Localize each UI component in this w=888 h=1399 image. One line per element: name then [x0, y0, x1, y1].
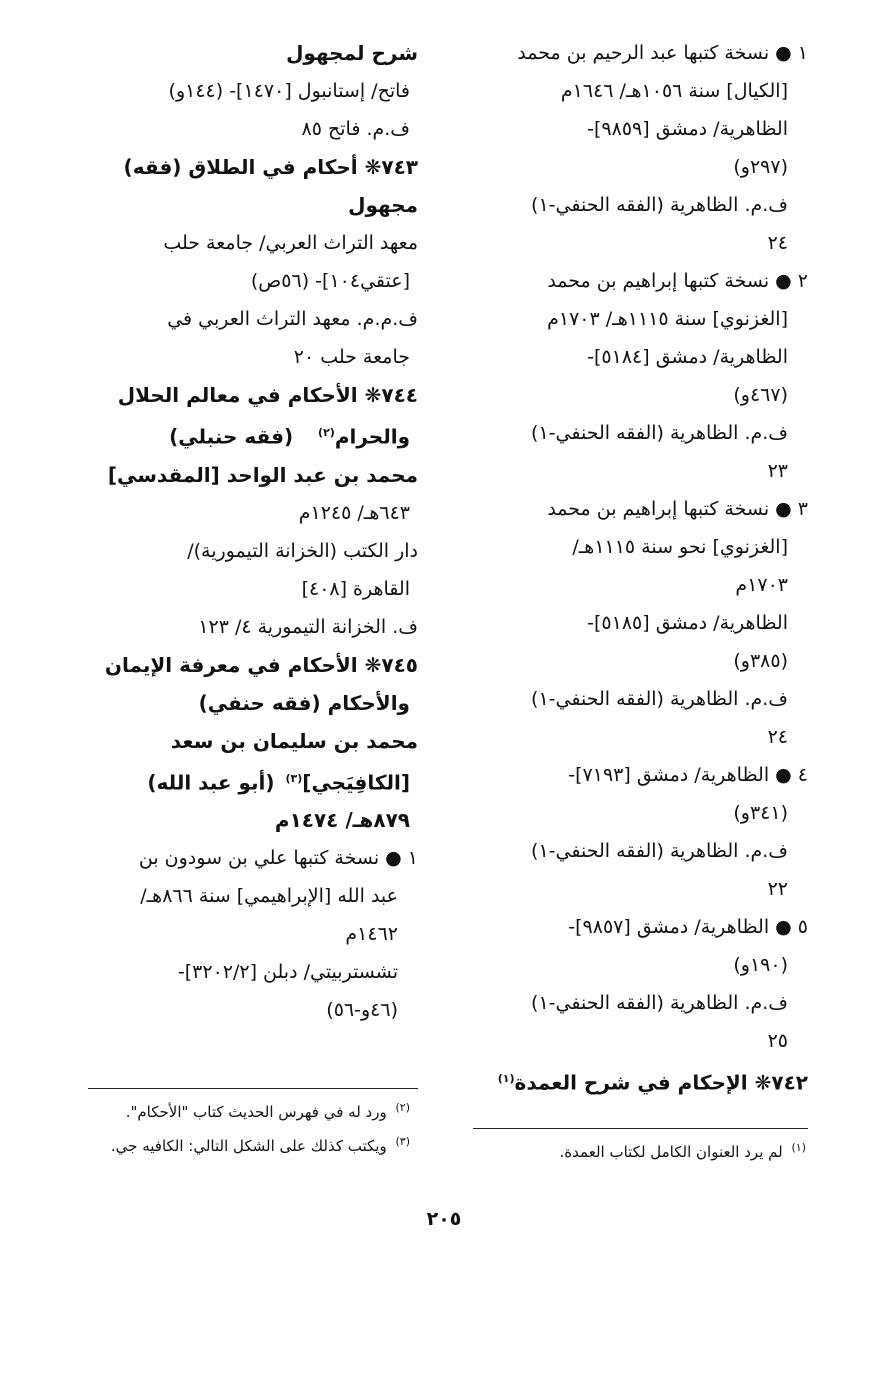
entry-2-line-2: [الغزنوي] سنة ١١١٥هـ/ ١٧٠٣م: [547, 308, 788, 330]
entry-3-line-4: الظاهرية/ دمشق [٥١٨٥]-: [587, 612, 788, 634]
entry-5-line-2: (١٩٠و): [733, 954, 788, 976]
heading-742-footnote-mark: (١): [497, 1072, 515, 1085]
left-line-9: جامعة حلب ٢٠: [293, 346, 410, 368]
entry-4-line-4: ٢٢: [767, 878, 788, 900]
left-line-20-b: (أبو عبد الله): [147, 770, 275, 795]
left-line-2: فاتح/ إستانبول [١٤٧٠]- (١٤٤و): [168, 80, 410, 102]
heading-744-b: [78, 420, 418, 450]
entry-2-line-6: ٢٣: [767, 460, 788, 482]
heading-745-a: ٧٤٥❋ الأحكام في معرفة الإيمان: [104, 652, 418, 677]
entry-2-line-1: ٢ ● نسخة كتبها إبراهيم بن محمد: [547, 270, 808, 292]
left-line-26: (٤٦و-٥٦): [326, 999, 398, 1022]
left-line-16: ف. الخزانة التيمورية ٤/ ١٢٣: [198, 615, 418, 638]
heading-743: ٧٤٣❋ أحكام في الطلاق (فقه): [123, 155, 418, 179]
left-line-25: تشستربيتي/ دبلن [٣٢٠٢/٢]-: [177, 961, 398, 984]
left-line-20-a: [الكافِيَجي]: [302, 770, 410, 795]
left-line-19: محمد بن سليمان بن سعد: [170, 728, 418, 753]
footnote-1-text: لم يرد العنوان الكامل لكتاب العمدة.: [559, 1143, 783, 1161]
footnote-3-mark: (٣): [395, 1135, 410, 1148]
entry-3-line-2: [الغزنوي] نحو سنة ١١١٥هـ/: [572, 536, 788, 558]
entry-3-line-5: (٣٨٥و): [733, 650, 788, 672]
heading-745-b: والأحكام (فقه حنفي): [198, 690, 410, 715]
entry-2-line-3: الظاهرية/ دمشق [٥١٨٤]-: [587, 346, 788, 368]
left-line-5: مجهول: [348, 193, 418, 217]
footnote-divider-right: [473, 1128, 808, 1129]
entry-2-line-4: (٤٦٧و): [733, 384, 788, 406]
left-line-15: القاهرة [٤٠٨]: [301, 577, 410, 600]
entry-1-line-4: (٢٩٧و): [733, 156, 788, 178]
left-line-8: ف.م.م. معهد التراث العربي في: [167, 308, 418, 330]
left-line-14: دار الكتب (الخزانة التيمورية)/: [187, 539, 418, 562]
entry-3-line-7: ٢٤: [767, 726, 788, 748]
heading-742: [463, 1066, 808, 1096]
left-line-7: [عتقي١٠٤]- (٥٦ص): [250, 270, 410, 292]
left-line-13: ٦٤٣هـ/ ١٢٤٥م: [298, 501, 410, 524]
heading-744-c-text: (فقه حنبلي): [169, 424, 294, 449]
footnote-2-text: ورد له في فهرس الحديث كتاب "الأحكام".: [125, 1103, 387, 1121]
entry-4-line-3: ف.م. الظاهرية (الفقه الحنفي-١): [531, 840, 788, 862]
entry-5-line-3: ف.م. الظاهرية (الفقه الحنفي-١): [531, 992, 788, 1014]
footnote-divider-left: [88, 1088, 418, 1089]
heading-742-text: ٧٤٢❋ الإحكام في شرح العمدة: [514, 1070, 808, 1095]
heading-744-footnote-mark: (٢): [318, 426, 335, 439]
entry-4-line-2: (٣٤١و): [733, 802, 788, 824]
footnote-2-mark: (٢): [395, 1101, 410, 1114]
heading-744-b-text: والحرام: [334, 424, 410, 449]
entry-5-line-4: ٢٥: [767, 1030, 788, 1052]
footnote-3-text: ويكتب كذلك على الشكل التالي: الكافيه جي.: [110, 1137, 387, 1155]
left-line-23: عبد الله [الإبراهيمي] سنة ٨٦٦هـ/: [140, 885, 398, 908]
entry-3-line-3: ١٧٠٣م: [735, 574, 788, 596]
left-line-6: معهد التراث العربي/ جامعة حلب: [163, 232, 418, 254]
page-number: ٢٠٥: [426, 1208, 462, 1230]
left-line-21: ٨٧٩هـ/ ١٤٧٤م: [274, 808, 410, 833]
entry-4-line-1: ٤ ● الظاهرية/ دمشق [٧١٩٣]-: [568, 764, 808, 786]
left-line-3: ف.م. فاتح ٨٥: [301, 118, 410, 140]
footnote-2: [126, 1098, 410, 1122]
entry-5-line-1: ٥ ● الظاهرية/ دمشق [٩٨٥٧]-: [568, 916, 808, 938]
left-line-24: ١٤٦٢م: [345, 923, 398, 946]
entry-1-line-6: ٢٤: [767, 232, 788, 254]
left-line-12: محمد بن عبد الواحد [المقدسي]: [107, 462, 418, 487]
entry-1-line-1: ١ ● نسخة كتبها عبد الرحيم بن محمد: [517, 42, 808, 64]
left-line-1: شرح لمجهول: [286, 41, 418, 65]
entry-1-line-2: [الكيال] سنة ١٠٥٦هـ/ ١٦٤٦م: [560, 80, 788, 102]
footnote-1-mark: (١): [791, 1141, 806, 1154]
footnote-1: [560, 1138, 806, 1162]
left-column: [78, 40, 418, 1035]
entry-1-line-5: ف.م. الظاهرية (الفقه الحنفي-١): [531, 194, 788, 216]
left-line-22: ١ ● نسخة كتبها علي بن سودون بن: [138, 847, 418, 870]
entry-3-line-1: ٣ ● نسخة كتبها إبراهيم بن محمد: [547, 498, 808, 520]
right-column: [463, 40, 808, 1108]
footnote-3: [111, 1132, 410, 1156]
heading-744-a: ٧٤٤❋ الأحكام في معالم الحلال: [117, 383, 418, 407]
entry-1-line-3: الظاهرية/ دمشق [٩٨٥٩]-: [587, 118, 788, 140]
left-line-20-footnote-mark: (٣): [285, 771, 303, 785]
left-line-20: [78, 766, 418, 796]
entry-2-line-5: ف.م. الظاهرية (الفقه الحنفي-١): [531, 422, 788, 444]
entry-3-line-6: ف.م. الظاهرية (الفقه الحنفي-١): [531, 688, 788, 710]
